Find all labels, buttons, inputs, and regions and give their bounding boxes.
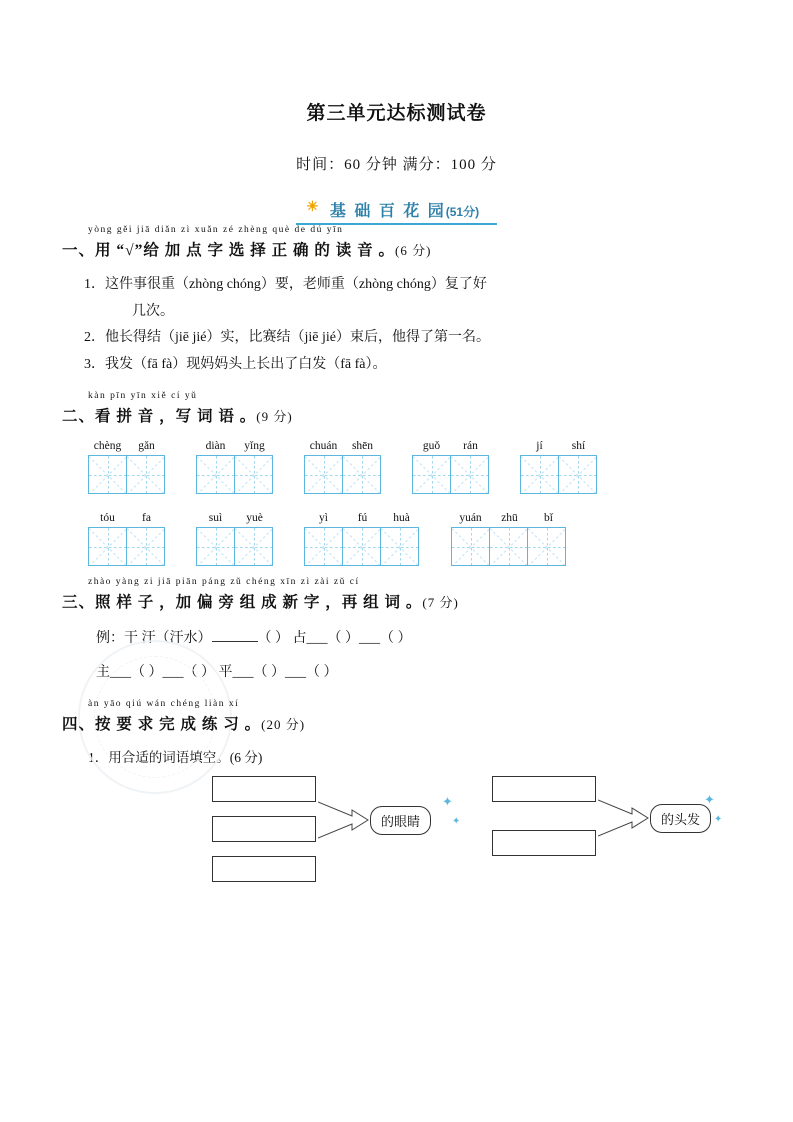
word-group (196, 512, 274, 566)
answer-box[interactable] (492, 830, 596, 856)
word-pinyin: chèng gǎn (93, 440, 155, 453)
question-3-body (62, 622, 731, 689)
question-1-item-1 (62, 272, 731, 378)
word-cells[interactable] (88, 527, 166, 566)
word-pinyin: yuán zhū bǐ (459, 512, 553, 525)
word-cells[interactable] (304, 455, 382, 494)
word-group (88, 440, 166, 494)
answer-box[interactable] (212, 776, 316, 802)
question-3-heading (62, 577, 731, 612)
word-pinyin: suì yuè (208, 512, 263, 525)
arrow-icon (598, 798, 650, 834)
question-1-line-1: 1．这件事很重（zhòng chóng）要，老师重（zhòng chóng）复了好 (84, 277, 487, 292)
star-icon: ✦ (442, 793, 453, 809)
question-3-text: 三、照 样 子 ，加 偏 旁 组 成 新 字 ，再 组 词 。 (62, 594, 423, 612)
tianzige-area (62, 440, 731, 566)
page-title: 第三单元达标测试卷 (306, 103, 487, 124)
question-3-line-2-rest: ___（ ） 平___（ ）___（ ） (162, 664, 338, 680)
question-4-pinyin: àn yāo qiú wán chéng liàn xí (88, 698, 240, 709)
word-cells[interactable] (196, 455, 274, 494)
answer-box[interactable] (212, 856, 316, 882)
question-3-line-2 (96, 656, 731, 690)
question-2-points: (9 分) (256, 409, 293, 425)
question-3-example: 例：干 汗（汗水） (96, 631, 212, 647)
star-icon: ✦ (714, 813, 723, 825)
word-cells[interactable] (451, 527, 568, 566)
diagram-label-left: 的眼睛 (370, 806, 431, 835)
question-1-points: (6 分) (395, 243, 432, 258)
lightbulb-icon: ☀ (306, 198, 321, 214)
section-banner (0, 196, 793, 222)
diagram-group-left (212, 776, 461, 896)
word-pinyin: guǒ rán (422, 440, 478, 453)
word-group (196, 440, 274, 494)
word-cells[interactable] (304, 527, 421, 566)
question-3-line-2-first: 主___（ ） (96, 664, 163, 680)
question-2-pinyin: kàn pīn yīn xiě cí yǔ (88, 391, 198, 402)
answer-box[interactable] (212, 816, 316, 842)
word-group (304, 440, 382, 494)
word-pinyin: diàn yǐng (205, 440, 265, 453)
question-2-text: 二、看 拼 音 ，写 词 语 。 (62, 408, 257, 426)
answer-box[interactable] (492, 776, 596, 802)
diagram-group-right (492, 776, 723, 870)
word-pinyin: tóu fa (100, 512, 151, 525)
word-group (412, 440, 490, 494)
tianzige-row-1 (88, 440, 731, 494)
word-group (520, 440, 598, 494)
question-4-heading (62, 698, 731, 734)
word-cells[interactable] (196, 527, 274, 566)
diagram-label-right: 的头发 (650, 804, 711, 833)
question-4-points: (20 分) (261, 716, 306, 732)
exam-meta: 时间：60 分钟 满分：100 分 (296, 157, 497, 173)
word-group (451, 512, 568, 566)
question-1-heading (62, 225, 731, 260)
question-1-line-4: 3．我发（fā fà）现妈妈头上长出了白发（fā fà）。 (84, 356, 387, 372)
question-4-text: 四、按 要 求 完 成 练 习 。 (62, 715, 262, 733)
diagram-boxes-left (212, 776, 316, 882)
question-4-sub-1: 1．用合适的词语填空。(6 分) (88, 749, 263, 765)
word-group (304, 512, 421, 566)
question-2-heading (62, 391, 731, 426)
word-group (88, 512, 166, 566)
section-banner-score: (51分) (445, 205, 480, 219)
star-icon: ✦ (452, 815, 461, 827)
star-icon: ✦ (704, 791, 715, 807)
question-1-line-2: 几次。 (132, 303, 174, 319)
question-3-line-1 (96, 622, 731, 656)
question-1-line-3: 2．他长得结（jiē jié）实，比赛结（jiē jié）束后，他得了第一名。 (84, 330, 490, 346)
word-pinyin: yì fú huà (319, 512, 410, 525)
section-banner-inner (296, 196, 497, 225)
word-cells[interactable] (520, 455, 598, 494)
question-3-points: (7 分) (422, 595, 459, 611)
word-cells[interactable] (88, 455, 166, 494)
word-cells[interactable] (412, 455, 490, 494)
diagram-boxes-right (492, 776, 596, 856)
question-1-text: 一、用 “√”给 加 点 字 选 择 正 确 的 读 音 。 (62, 242, 396, 259)
word-pinyin: jí shí (536, 440, 586, 453)
word-pinyin: chuán shēn (309, 440, 374, 453)
fill-in-diagram (62, 776, 731, 904)
tianzige-row-2 (88, 512, 731, 566)
exam-content (0, 225, 793, 904)
question-1-pinyin: yòng gěi jiā diǎn zì xuǎn zé zhèng què de dú yīn (88, 225, 344, 235)
section-banner-label: 基 础 百 花 园 (329, 203, 446, 220)
answer-blank[interactable] (212, 627, 258, 642)
question-3-line-1-rest: （ ） 占___（ ）___（ ） (257, 631, 412, 647)
question-3-pinyin: zhào yàng zi jiā piān páng zǔ chéng xīn zì zài zǔ cí (88, 577, 360, 588)
arrow-icon (318, 800, 370, 836)
